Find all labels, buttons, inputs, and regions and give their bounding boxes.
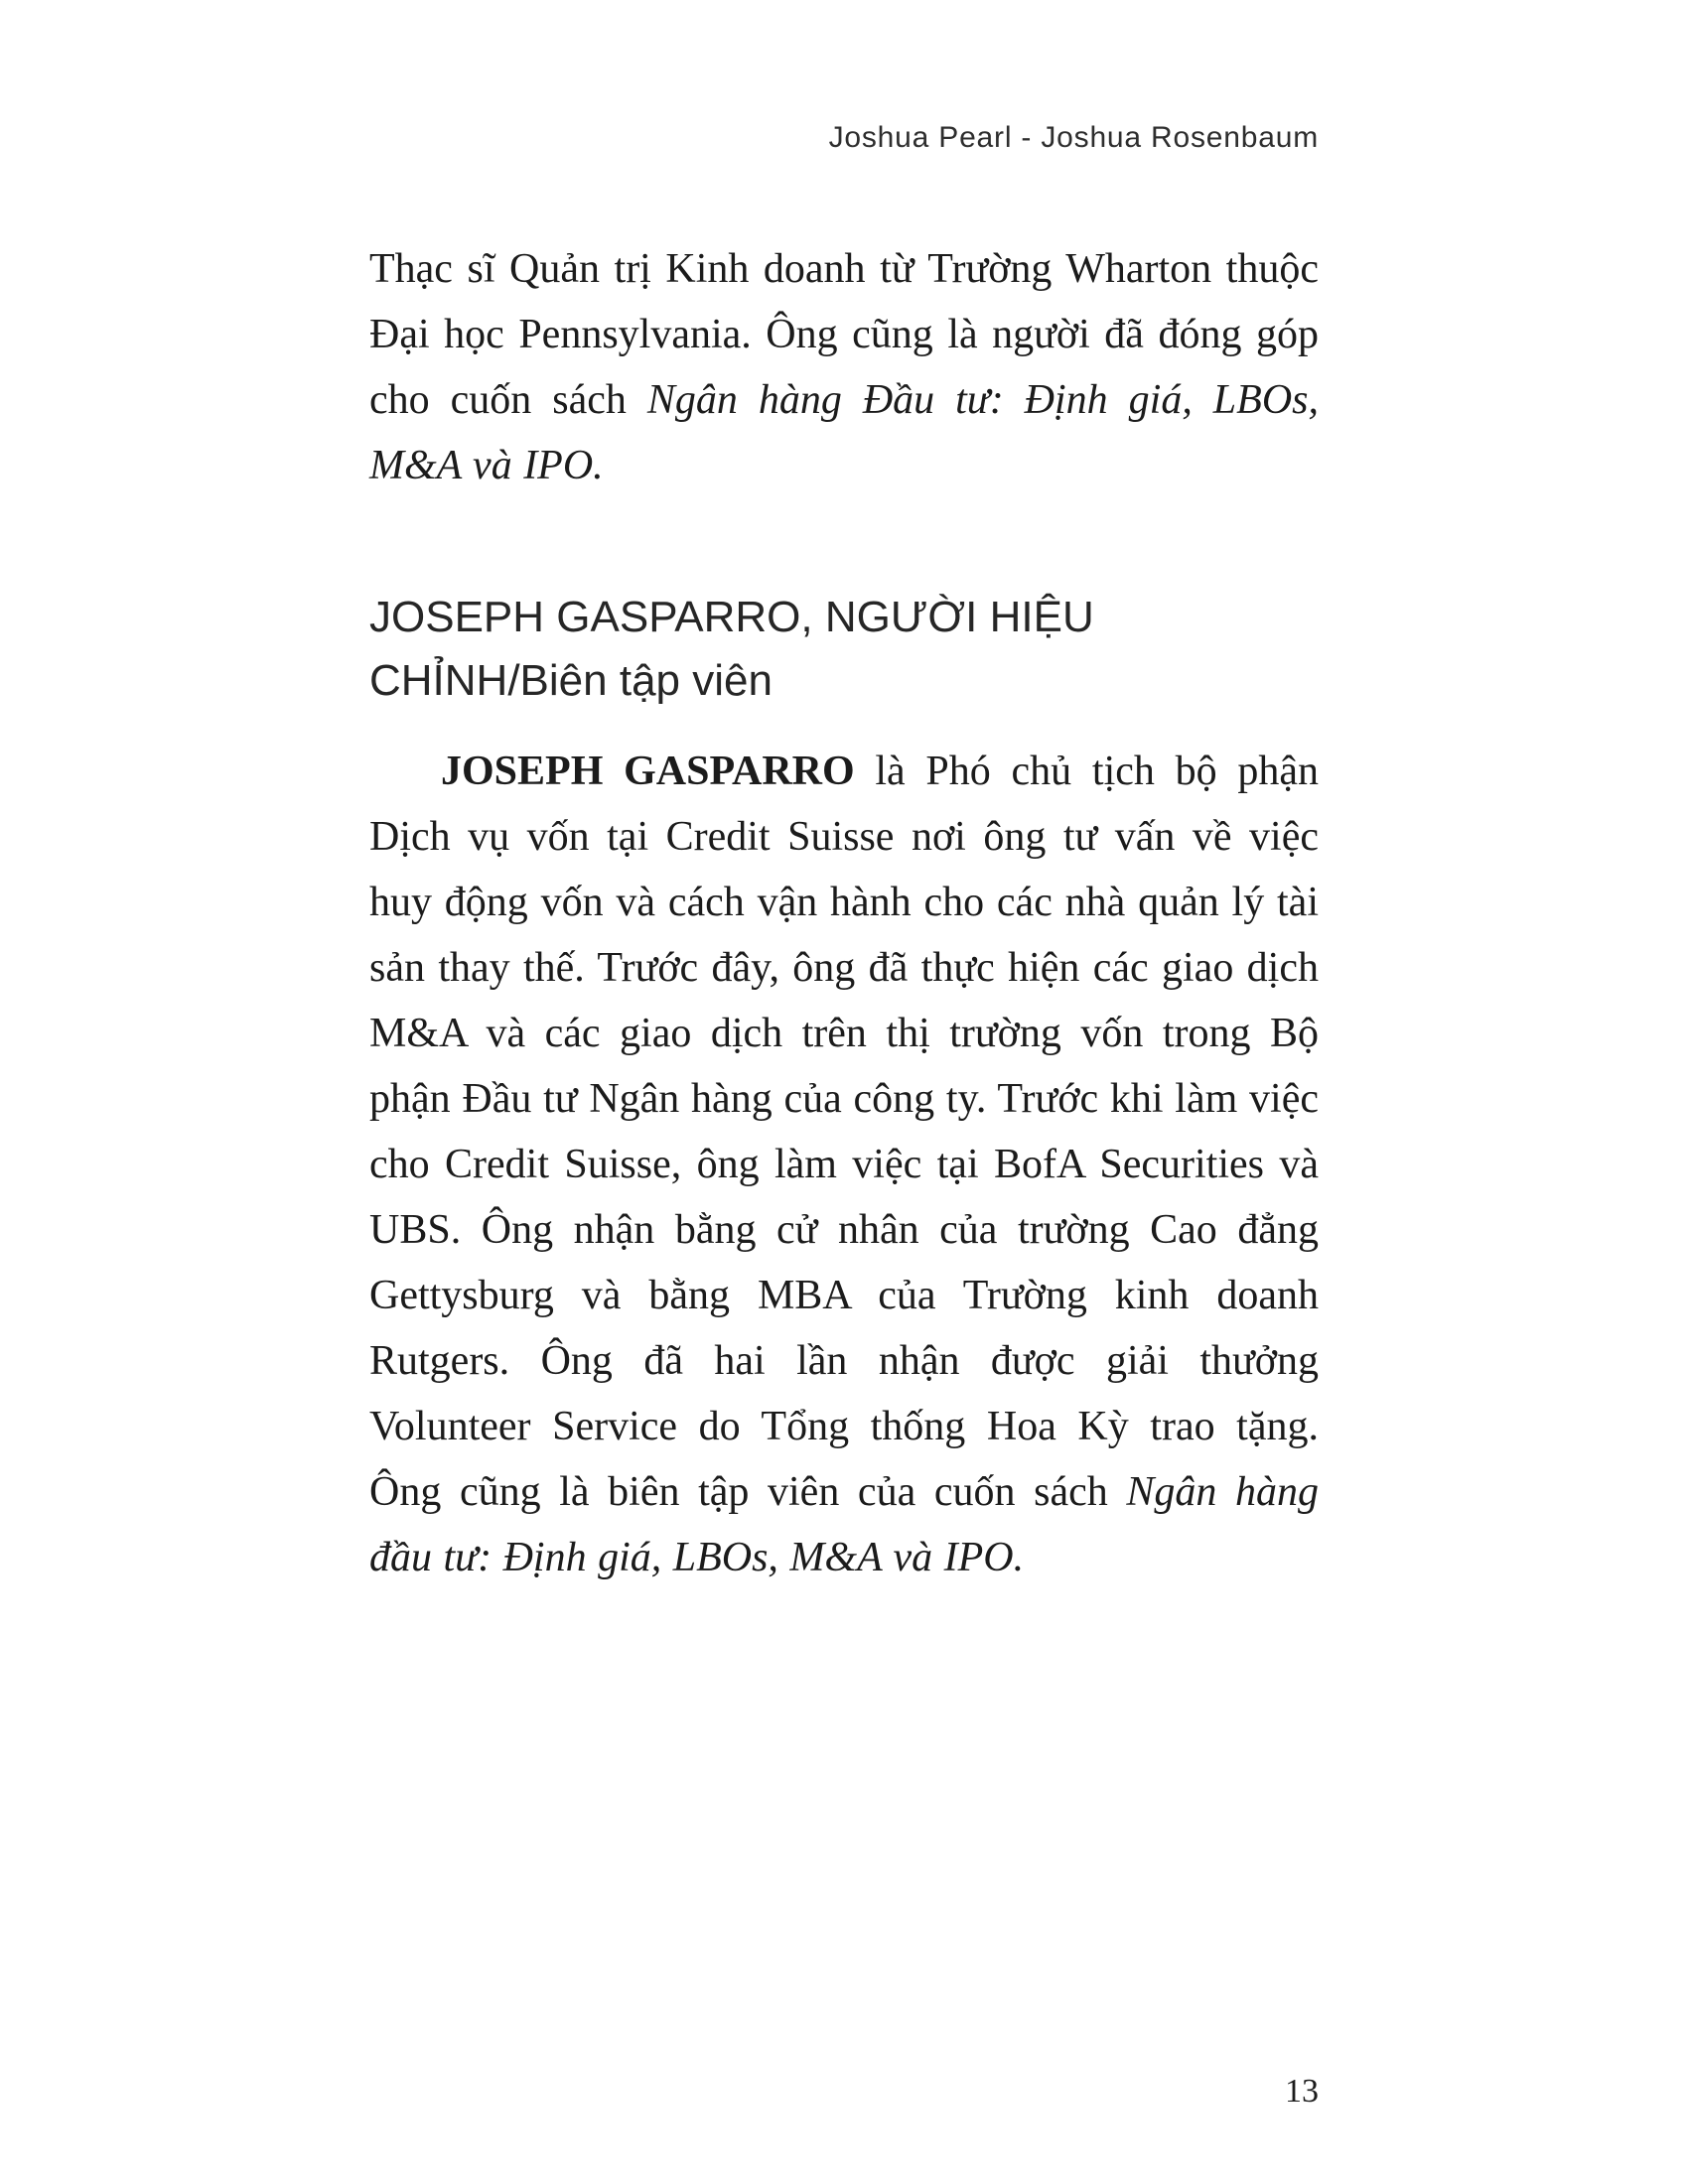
paragraph-bio-continuation (369, 236, 1319, 498)
page-content (369, 236, 1319, 1590)
text-run-normal: Thạc sĩ Quản trị Kinh doanh từ Trường Wharton thuộc Đại học Pennsylvania. Ông cũng là người đã đóng góp cho cuốn sách (369, 246, 1319, 423)
running-header-authors: Joshua Pearl - Joshua Rosenbaum (828, 121, 1319, 154)
paragraph-gasparro-bio (369, 739, 1319, 1590)
text-run-bold: JOSEPH GASPARRO (441, 749, 855, 794)
page-number: 13 (1285, 2073, 1319, 2110)
text-run-italic: Ngân hàng Đầu tư: Định giá, LBOs, M&A và IPO. (369, 377, 1319, 488)
text-run-normal: là Phó chủ tịch bộ phận Dịch vụ vốn tại Credit Suisse nơi ông tư vấn về việc huy động vốn và cách vận hành cho các nhà quản lý tài sản thay thế. Trước đây, ông đã thực hiện các giao dịch M&A và các giao dịch trên thị trường vốn trong Bộ phận Đầu tư Ngân hàng của công ty. Trước khi làm việc cho Credit Suisse, ông làm việc tại BofA Securities và UBS. Ông nhận bằng cử nhân của trường Cao đẳng Gettysburg và bằng MBA của Trường kinh doanh Rutgers. Ông đã hai lần nhận được giải thưởng Volunteer Service do Tổng thống Hoa Kỳ trao tặng. Ông cũng là biên tập viên của cuốn sách (369, 749, 1319, 1515)
text-run-italic: Ngân hàng đầu tư: Định giá, LBOs, M&A và IPO. (369, 1469, 1319, 1580)
section-heading-joseph-gasparro: JOSEPH GASPARRO, NGƯỜI HIỆU CHỈNH/Biên tập viên (369, 593, 1094, 705)
